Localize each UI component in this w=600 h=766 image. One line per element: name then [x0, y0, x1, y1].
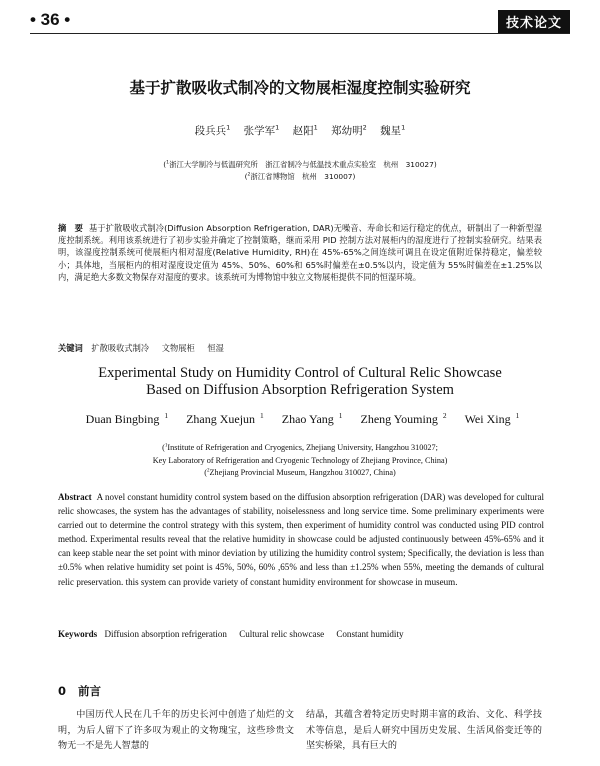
body-column-left: 中国历代人民在几千年的历史长河中创造了灿烂的文明，为后人留下了许多叹为观止的文物瑰宝，这些珍贵文物无一不是先人智慧的 [58, 710, 294, 751]
english-authors [0, 412, 600, 427]
body-column-right: 结晶，其蕴含着特定历史时期丰富的政治、文化、科学技术等信息，是后人研究中国历史发展、生活风俗变迁等的坚实桥梁，具有巨大的 [306, 710, 542, 751]
affiliation-text: Zhejiang Provincial Museum, Hangzhou 310027, China) [209, 468, 396, 477]
abstract-text: 基于扩散吸收式制冷(Diffusion Absorption Refrigeration, DAR)无噪音、寿命长和运行稳定的优点，研制出了一种新型湿度控制系统。利用该系统进行了初步实验并确定了控制策略，继而采用 PID 控制方法对展柜内的湿度进行了控制实验研究。结果表明，该湿度控制系统可使展柜内相对湿度(Relative Humidity, RH)在 45%-65%之间连续可调且在设定值附近保持稳定，偏差较小；具体地，当展柜内的相对湿度设定值为 45%、50%、60%和 65%时偏差在±0.5%以内，设定值为 55%时偏差在±1.25%以内，满足绝大多数文物保存对湿度的要求。该系统可为博物馆中独立文物展柜提供不同的恒湿环境。 [58, 223, 543, 282]
affiliation-line: ($^1$Institute of Refrigeration and Cryogenics, Zhejiang University, Hangzhou 310027; [162, 442, 438, 452]
author [356, 412, 447, 426]
affiliation-line: ($^2$Zhejiang Provincial Museum, Hangzhou 310027, China) [204, 467, 396, 477]
title-line: Based on Diffusion Absorption Refrigeration System [146, 382, 454, 398]
title-line: Experimental Study on Humidity Control of Cultural Relic Showcase [98, 365, 502, 381]
author [81, 412, 168, 426]
keywords-label: 关键词 [58, 343, 83, 353]
affiliation-mark: 2 [247, 172, 251, 178]
keyword: 扩散吸收式制冷 [91, 343, 150, 353]
keywords-label: Keywords [58, 629, 98, 639]
author [460, 412, 520, 426]
author [277, 412, 343, 426]
author-mark: 1 [164, 411, 169, 420]
chinese-keywords [58, 343, 542, 354]
author-name: Wei Xing [464, 412, 511, 426]
affiliation-text: Institute of Refrigeration and Cryogenics, Zhejiang University, Hangzhou 310027; [167, 443, 438, 452]
author-mark: 1 [226, 123, 231, 132]
affiliation-line: ($^1$浙江大学制冷与低温研究所 浙江省制冷与低温技术重点实验室 杭州 310027) [163, 160, 437, 169]
keyword: 文物展柜 [161, 343, 195, 353]
affiliation-text: 浙江省博物馆 杭州 310007 [250, 172, 353, 181]
author-mark: 1 [275, 123, 280, 132]
author-name: 魏星 [380, 125, 402, 137]
author [181, 412, 264, 426]
abstract-label: Abstract [58, 492, 92, 502]
affiliation-mark: 2 [206, 467, 210, 474]
section-tag: 技术论文 [498, 10, 570, 34]
keyword: 恒湿 [207, 343, 224, 353]
section-title: 前言 [78, 684, 102, 698]
english-affiliations [0, 442, 600, 480]
author-name: Duan Bingbing [85, 412, 160, 426]
affiliation-line: Key Laboratory of Refrigeration and Cryogenic Technology of Zhejiang Province, China) [152, 455, 448, 465]
affiliation-mark: 1 [164, 442, 168, 449]
keyword: Constant humidity [336, 629, 404, 639]
abstract-text: A novel constant humidity control system based on the diffusion absorption refrigeration (DAR) was developed for cultural relic showcases, the system has the advantages of stability, noiselessness and long service time. Some preliminary experiments were carried out to determine the control strategy with this system, then experiment of humidity control was conducted using PID control method. Experimental results reveal that the relative humidity in showcase could be adjusted continuously between 45%-65% and it can keep stable near the set point with minor deviation by utilizing the humidity control system; Specifically, the deviation is less than ±0.5% when relative humidity set point is 45%, 50%, 60% ,65% and less than ±1.25% when 55%, meeting the demands of cultural relic preservation. this system can provide variety of constant humidity environment for showcase in museum. [58, 492, 544, 587]
english-title [0, 365, 600, 399]
author-name: 郑幼明 [331, 125, 363, 137]
affiliation-mark: 1 [166, 160, 170, 166]
chinese-title: 基于扩散吸收式制冷的文物展柜湿度控制实验研究 [129, 79, 471, 97]
author-name: Zhang Xuejun [186, 412, 256, 426]
author-name: 张学军 [243, 125, 276, 137]
author-mark: 2 [442, 411, 447, 420]
author-name: 赵阳 [292, 125, 314, 137]
author-name: 段兵兵 [194, 125, 227, 137]
english-abstract [58, 490, 544, 589]
abstract-label: 摘 要 [58, 223, 84, 233]
chinese-affiliations [0, 159, 600, 183]
author-mark: 1 [515, 411, 520, 420]
author-mark: 1 [260, 411, 264, 420]
english-keywords [58, 629, 542, 639]
author-mark: 1 [401, 123, 406, 132]
chinese-abstract [58, 222, 542, 283]
chinese-authors [0, 123, 600, 138]
section-heading [58, 683, 101, 699]
page-header [30, 10, 570, 32]
affiliation-text: 浙江大学制冷与低温研究所 浙江省制冷与低温技术重点实验室 杭州 310027 [169, 160, 434, 169]
keyword: Diffusion absorption refrigeration [104, 629, 227, 639]
section-number: 0 [58, 684, 67, 698]
author-name: Zhao Yang [281, 412, 334, 426]
author-mark: 2 [362, 123, 367, 132]
header-rule [30, 33, 570, 34]
author-name: Zheng Youming [360, 412, 438, 426]
affiliation-line: ($^2$浙江省博物馆 杭州 310007) [244, 172, 356, 181]
keyword: Cultural relic showcase [239, 629, 325, 639]
author-mark: 1 [338, 411, 343, 420]
page-number: • 36 • [30, 10, 71, 29]
author-mark: 1 [313, 123, 318, 132]
